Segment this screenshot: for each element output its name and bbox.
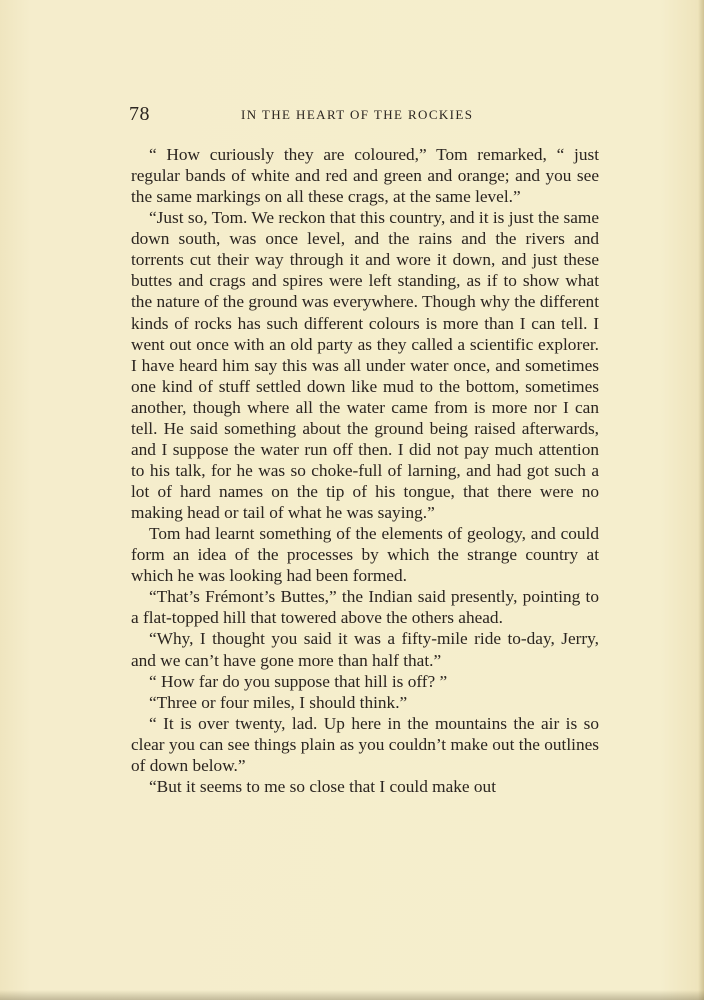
paragraph: “That’s Frémont’s Buttes,” the Indian said presently, pointing to a flat-topped hill that towered above the others ahead.: [131, 587, 599, 628]
paragraph: “ It is over twenty, lad. Up here in the mountains the air is so clear you can see things plain as you couldn’t make out the outlines of down below.”: [131, 713, 599, 775]
paragraph: “Just so, Tom. We reckon that this country, and it is just the same down south, was once level, and the rains and the rivers and torrents cut their way through it and wore it down, and just these buttes and crags and spires were left standing, as if to show what the nature of the ground was everywhere. Though why the different kinds of rocks has such different colours is more than I can tell. I went out once with an old party as they called a scientific explorer. I have heard him say this was all under water once, and sometimes one kind of stuff settled down like mud to the bottom, sometimes another, though where all the water came from is more nor I can tell. He said something about the ground being raised afterwards, and I suppose the water run off then. I did not pay much attention to his talk, for he was so choke-full of larning, and had got such a lot of hard names on the tip of his tongue, that there were no making head or tail of what he was saying.”: [131, 208, 599, 523]
page-header: [129, 103, 599, 129]
paragraph: Tom had learnt something of the elements of geology, and could form an idea of the processes by which the strange country at which he was looking had been formed.: [131, 524, 599, 586]
paragraph: “Three or four miles, I should think.”: [149, 692, 408, 712]
paragraph: “But it seems to me so close that I could make out: [149, 776, 496, 796]
body-text: [131, 144, 599, 797]
paragraph: “Why, I thought you said it was a fifty-mile ride to-day, Jerry, and we can’t have gone more than half that.”: [131, 629, 599, 670]
running-head: IN THE HEART OF THE ROCKIES: [241, 107, 474, 122]
page-edge-shadow: [698, 0, 704, 1000]
paragraph: “ How curiously they are coloured,” Tom remarked, “ just regular bands of white and red and green and orange; and you see the same markings on all these crags, at the same level.”: [131, 145, 599, 207]
paragraph: “ How far do you suppose that hill is off? ”: [149, 671, 448, 691]
page-bottom-shadow: [0, 990, 704, 1000]
page-number: 78: [129, 103, 150, 125]
